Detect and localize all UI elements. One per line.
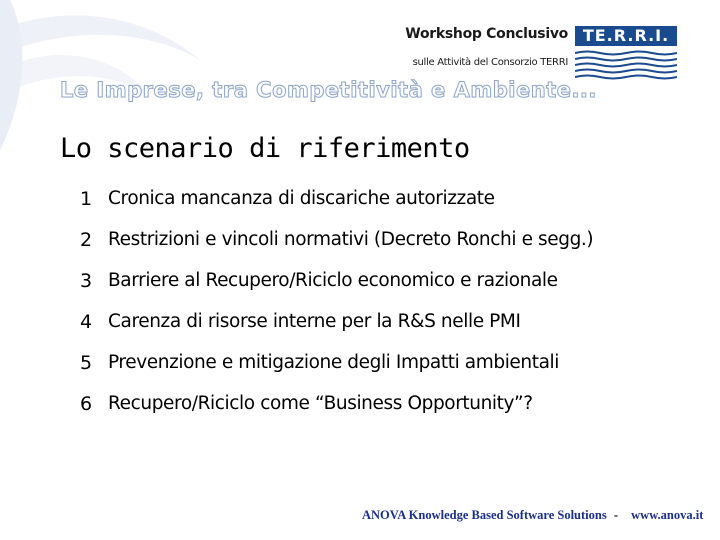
item-text: Prevenzione e mitigazione degli Impatti ambientali (108, 352, 560, 373)
footer-separator: - (613, 508, 619, 522)
item-text: Cronica mancanza di discariche autorizzate (108, 188, 495, 209)
item-number: 5 (80, 352, 93, 374)
slide-title: Lo scenario di riferimento (60, 133, 470, 164)
item-number: 4 (80, 311, 93, 333)
list-item (80, 270, 593, 311)
item-number: 1 (80, 188, 93, 210)
item-text: Carenza di risorse interne per la R&S nelle PMI (108, 311, 521, 332)
item-text: Restrizioni e vincoli normativi (Decreto Ronchi e segg.) (108, 229, 594, 250)
footer-link[interactable]: www.anova.it (631, 508, 704, 522)
list-item (80, 352, 593, 393)
item-number: 3 (80, 270, 93, 292)
item-number: 6 (80, 393, 93, 415)
header-title: Workshop Conclusivo (405, 26, 568, 42)
footer-company: ANOVA Knowledge Based Software Solutions (362, 508, 607, 522)
logo-text: TE.R.R.I. (575, 26, 677, 46)
item-text: Barriere al Recupero/Riciclo economico e razionale (108, 270, 558, 291)
item-text: Recupero/Riciclo come “Business Opportunity”? (108, 393, 533, 414)
header-subtitle: sulle Attività del Consorzio TERRI (412, 57, 568, 68)
list-item (80, 229, 593, 270)
list-item (80, 311, 593, 352)
footer (362, 508, 703, 523)
list-item (80, 393, 593, 434)
terri-logo (575, 26, 680, 82)
tagline: Le Imprese, tra Competitività e Ambiente... (60, 78, 597, 102)
list-item (80, 188, 593, 229)
item-number: 2 (80, 229, 93, 251)
logo-waves-icon (575, 50, 677, 80)
scenario-list (80, 188, 593, 434)
